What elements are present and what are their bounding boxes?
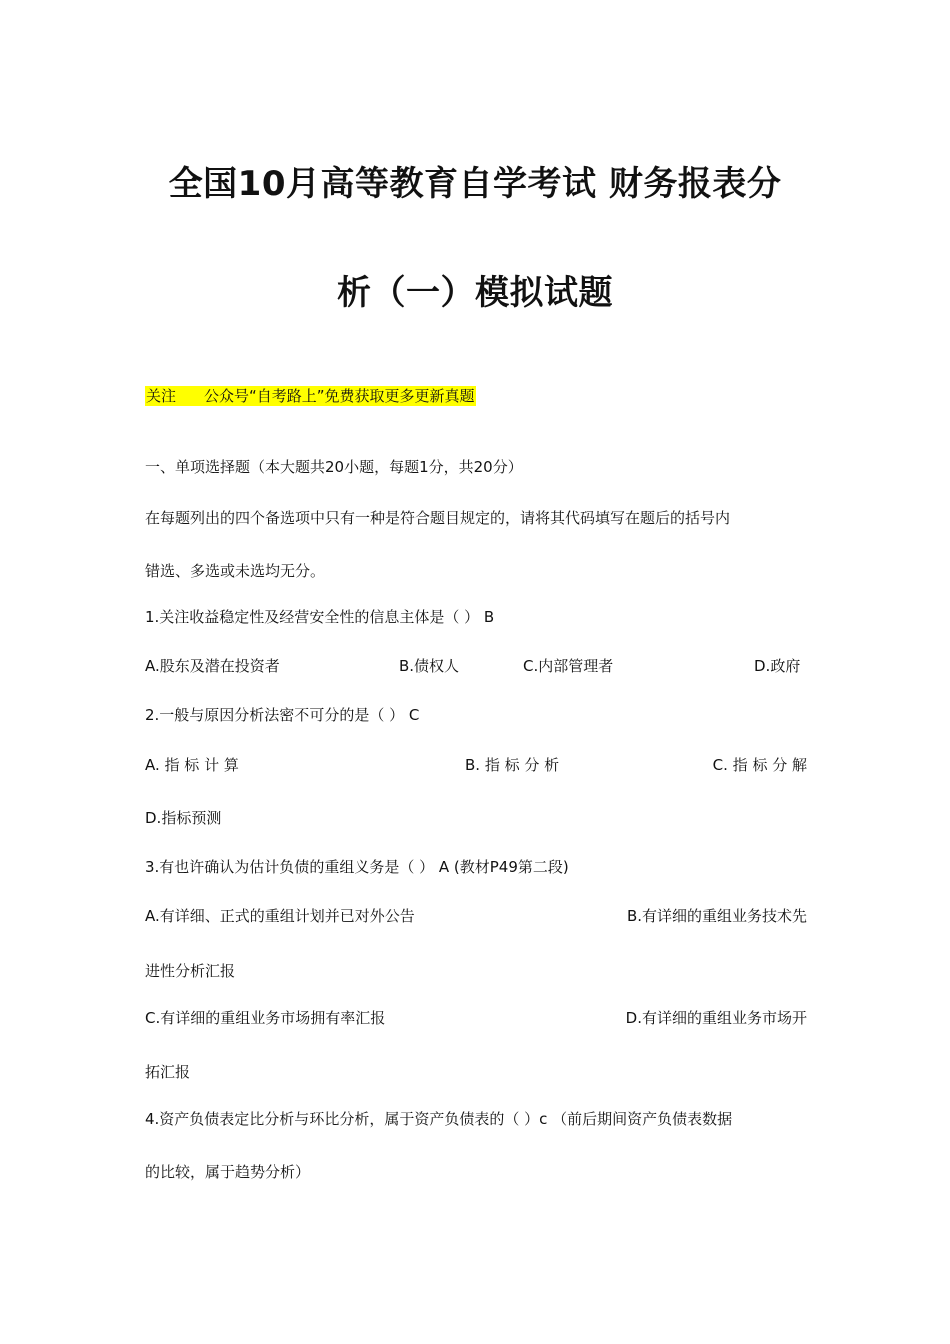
q1-option-b: B.债权人: [399, 657, 460, 675]
question-3-stem: 3.有也许确认为估计负债的重组义务是（ ） A (教材P49第二段): [145, 858, 569, 876]
q2-option-c: C. 指 标 分 解: [712, 756, 807, 774]
q3-option-b-continued: 进性分析汇报: [145, 962, 236, 980]
q3-option-d: D.有详细的重组业务市场开: [625, 1009, 807, 1027]
instructions-line-1: 在每题列出的四个备选项中只有一种是符合题目规定的，请将其代码填写在题后的括号内: [145, 509, 731, 527]
q2-option-d: D.指标预测: [145, 809, 222, 827]
q2-option-b: B. 指 标 分 析: [465, 756, 560, 774]
document-title-line-1: 全国10月高等教育自学考试 财务报表分: [168, 164, 782, 204]
question-4-stem-line-2: 的比较，属于趋势分析）: [145, 1163, 311, 1181]
section-heading: 一、单项选择题（本大题共20小题，每题1分，共20分）: [145, 458, 523, 476]
question-1-stem: 1.关注收益稳定性及经营安全性的信息主体是（ ） B: [145, 608, 495, 626]
notice-part-2: 公众号“自考路上”免费获取更多更新真题: [204, 387, 475, 405]
highlighted-notice: [145, 386, 476, 406]
question-4-stem-line-1: 4.资产负债表定比分析与环比分析，属于资产负债表的（ ）c （前后期间资产负债表数据: [145, 1110, 733, 1128]
promo-notice: [145, 386, 807, 406]
q2-option-a: A. 指 标 计 算: [145, 756, 239, 774]
document-title-line-2: 析（一）模拟试题: [337, 273, 613, 313]
question-2-stem: 2.一般与原因分析法密不可分的是（ ） C: [145, 706, 420, 724]
q1-option-c: C.内部管理者: [523, 657, 614, 675]
q3-option-c: C.有详细的重组业务市场拥有率汇报: [145, 1009, 386, 1027]
notice-part-1: 关注: [146, 387, 177, 405]
q1-option-d: D.政府: [754, 657, 801, 675]
q1-option-a: A.股东及潜在投资者: [145, 657, 280, 675]
q3-option-d-continued: 拓汇报: [145, 1063, 191, 1081]
instructions-line-2: 错选、多选或未选均无分。: [145, 562, 326, 580]
q3-option-b: B.有详细的重组业务技术先: [626, 907, 807, 925]
q3-option-a: A.有详细、正式的重组计划并已对外公告: [145, 907, 415, 925]
